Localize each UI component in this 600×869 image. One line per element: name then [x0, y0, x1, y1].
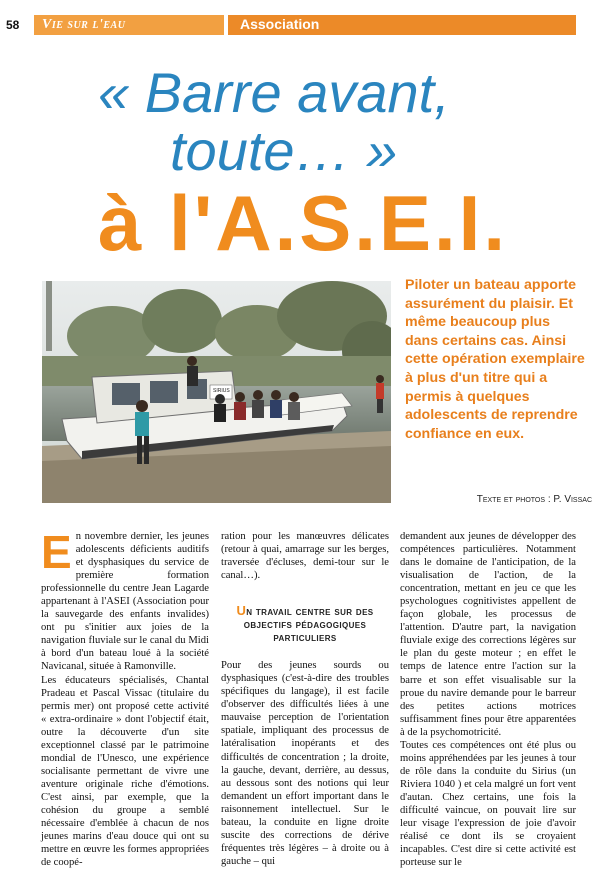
title-line-1: « Barre avant, — [98, 61, 450, 124]
col3-paragraph-1: demandent aux jeunes de développer des compétences particulières. Notamment dans le domaine de l'anticipation, de la visualisation de l'action, de la concentration, mettant en jeu ce que les psychologues cognitivistes appellent de façon globale, les processus de l'attention. D'autre part, la navigation fluviale exige des corrections légères sur le plan du geste moteur ; en effet le temps de latence entre l'action sur la barre et son effet visualisable sur la proue du navire demande pour le barreur des petites actions motrices suffisamment fines pour être apparentées à de la psychomotricité. — [400, 531, 576, 738]
title-line-3: à l'A.S.E.I. — [98, 179, 509, 267]
page-header — [0, 12, 600, 38]
section-subheading — [221, 604, 389, 645]
section-bar — [34, 15, 224, 35]
col2-paragraph-1: ration pour les manœuvres délicates (retour à quai, amarrage sur les berges, traversée d'écluses, demi-tour sur le canal…). — [221, 531, 389, 582]
lead-paragraph: Piloter un bateau apporte assurément du plaisir. Et même beaucoup plus dans certains cas. Ainsi cette opération exemplaire à plus d'un titre qui a permis à quelques adolescents de reprendre confiance en eux. — [405, 277, 585, 442]
article-column-2 — [221, 530, 389, 868]
category-bar — [228, 15, 576, 35]
drop-cap: E — [41, 526, 72, 578]
col2-paragraph-2: Pour des jeunes sourds ou dysphasiques (c'est-à-dire des troubles spécifiques du langage), il est facile d'observer des difficultés liées à une mauvaise perception de l'orientation spatiale, impliquant des processus de latéralisation inopérants et des difficultés de concentration ; la droite, la gauche, devant, derrière, au dessus, au dessous sont des notions qui leur demandent un effort important dans le raisonnement intellectuel. Sur le bateau, la conduite en ligne droite suscite des corrections de dérive fréquentes très légères – à droite ou à gauche – qui — [221, 660, 389, 867]
article-column-3 — [400, 530, 576, 869]
boat-name: SIRIUS — [213, 388, 230, 394]
subheading-initial: U — [236, 603, 247, 619]
photo-credit — [452, 494, 592, 505]
page-number: 58 — [6, 18, 20, 32]
subheading-text: n travail centre sur des objectifs pédagogiques particuliers — [243, 606, 374, 645]
category-label: Association — [240, 16, 320, 32]
credit-text: Texte et photos : P. Vissac — [476, 494, 592, 505]
boat-photo-illustration — [42, 281, 391, 503]
col1-paragraph-1: n novembre dernier, les jeunes adolescents déficients auditifs et dysphasiques du service de première formation professionnelle du centre Jean Lagarde appartenant à l'ASEI (Association pour la sauvegarde des enfants invalides) ont pu s'initier aux joies de la navigation fluviale sur le canal du Midi à bord d'un bateau loué à la société Navicanal, située à Ramonville. — [41, 531, 209, 673]
title-line-2: toute… » — [170, 119, 398, 182]
section-label: Vie sur l'eau — [42, 17, 126, 32]
article-column-1 — [41, 526, 209, 869]
col3-paragraph-2: Toutes ces compétences ont été plus ou moins appréhendées par les jeunes à tour de rôle dans la conduite du Sirius (un Riviera 1040 ) et cela malgré un fort vent d'autan. Chez certains, une fois la difficulté vaincue, on pouvait lire sur leur visage l'expression de joie d'avoir réalisé ce dont ils se croyaient incapables. C'est dire si cette activité est porteuse sur le — [400, 739, 576, 869]
col1-paragraph-2: Les éducateurs spécialisés, Chantal Pradeau et Pascal Vissac (titulaire du permis mer) ont proposé cette activité « extra-ordinaire » dont l'objectif était, outre la découverte d'un site exceptionnel classé par le patrimoine mondial de l'Unesco, une expérience socialisante permettant de vivre une aventure originale riche d'émotions. C'est ainsi, par exemple, que la cohésion du groupe a semblé nécessaire d'emblée à chacun de nos jeunes marins d'eau douce qui ont su mettre en œuvre les formes appropriées de coopé- — [41, 674, 209, 869]
article-photo — [42, 281, 391, 503]
